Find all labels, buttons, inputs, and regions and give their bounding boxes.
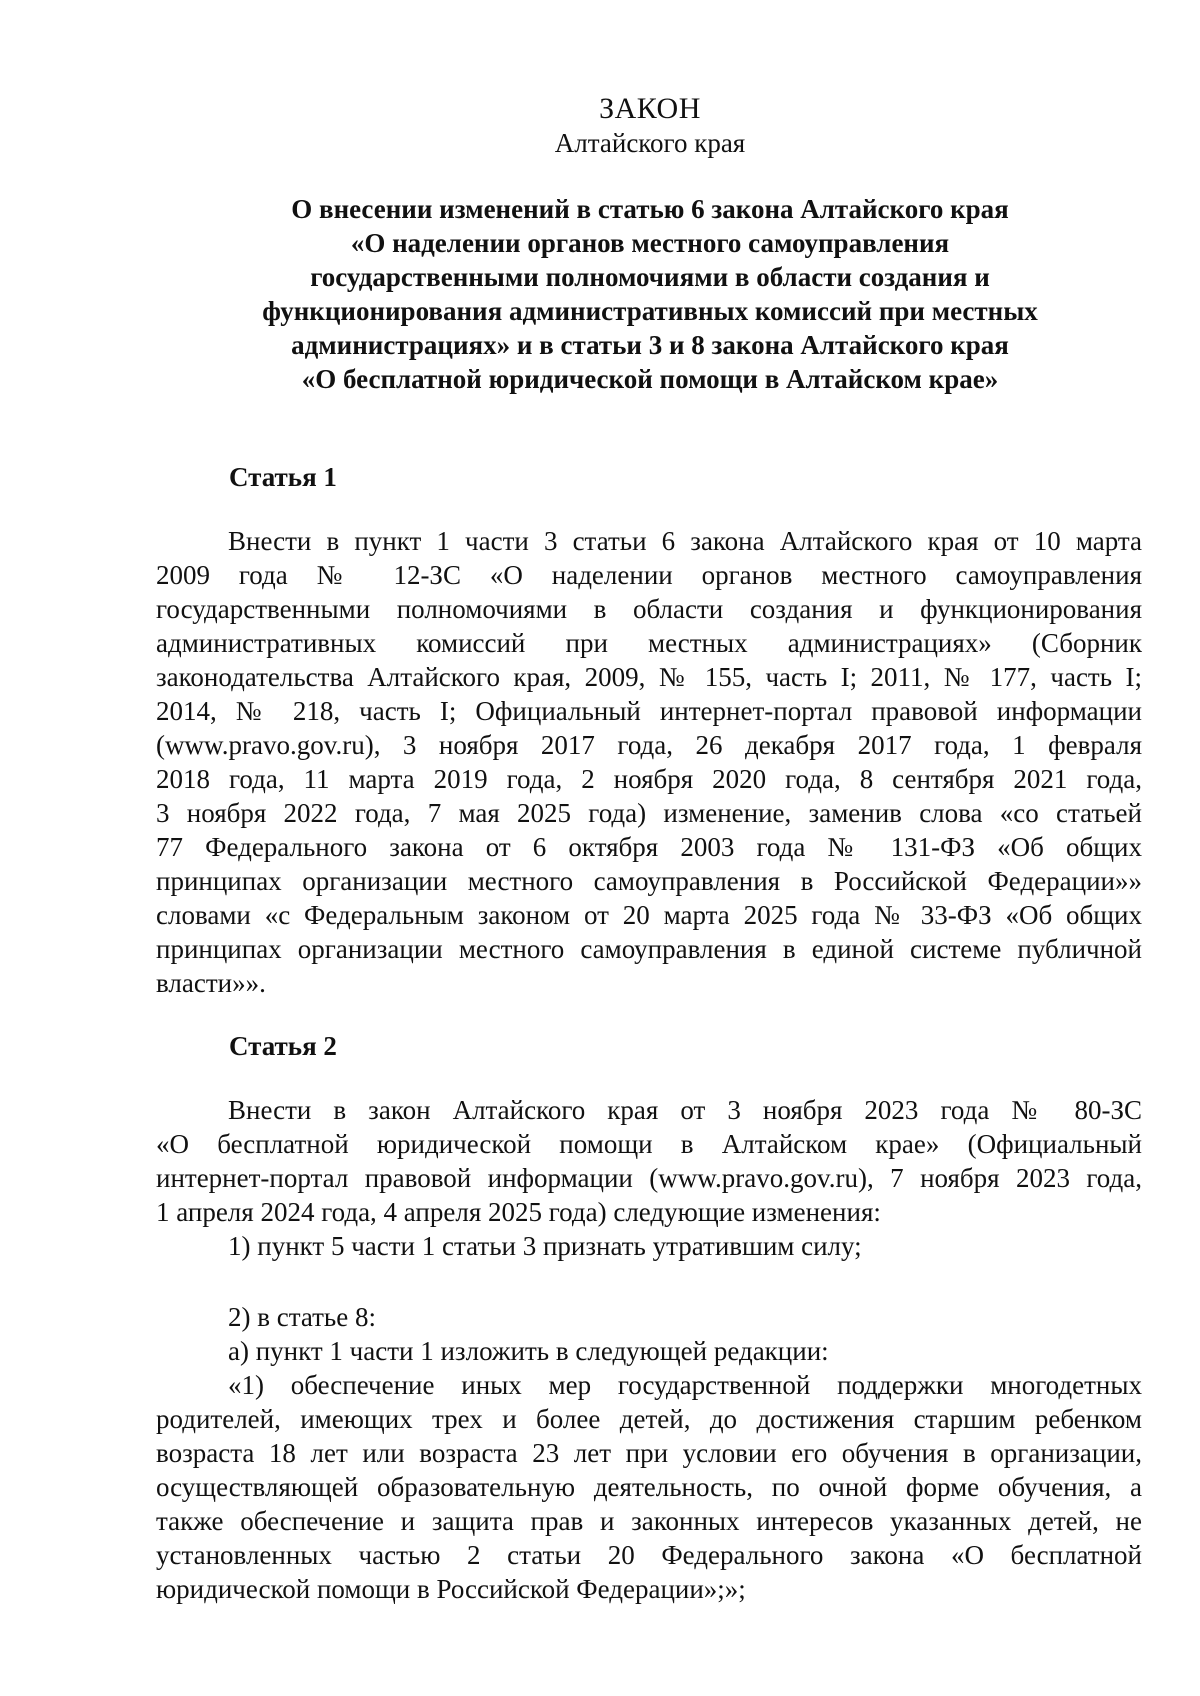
text-line: а) пункт 1 части 1 изложить в следующей редакции: bbox=[228, 1336, 829, 1366]
text-line: возраста 18 лет или возраста 23 лет при условии его обучения в организации, bbox=[156, 1438, 1142, 1468]
text-line: юридической помощи в Российской Федерации»;»; bbox=[156, 1574, 746, 1604]
document-title: ЗАКОН bbox=[599, 92, 701, 125]
text-line: Внести в пункт 1 части 3 статьи 6 закона Алтайского края от 10 марта bbox=[228, 526, 1142, 556]
text-line: 1 апреля 2024 года, 4 апреля 2025 года) следующие изменения: bbox=[156, 1197, 881, 1227]
text-line: 77 Федерального закона от 6 октября 2003 года № 131-ФЗ «Об общих bbox=[156, 832, 1142, 862]
text-line: словами «с Федеральным законом от 20 марта 2025 года № 33-ФЗ «Об общих bbox=[156, 900, 1142, 930]
text-line: 1) пункт 5 части 1 статьи 3 признать утратившим силу; bbox=[228, 1231, 862, 1261]
text-line: 2018 года, 11 марта 2019 года, 2 ноября 2020 года, 8 сентября 2021 года, bbox=[156, 764, 1142, 794]
text-line: власти»». bbox=[156, 968, 266, 998]
article-1-text bbox=[156, 524, 1142, 1000]
article-2-item-2 bbox=[156, 1300, 1142, 1606]
text-line: установленных частью 2 статьи 20 Федерального закона «О бесплатной bbox=[156, 1540, 1142, 1570]
text-line: интернет-портал правовой информации (www.pravo.gov.ru), 7 ноября 2023 года, bbox=[156, 1163, 1142, 1193]
heading-line: государственными полномочиями в области создания и bbox=[310, 262, 990, 292]
article-1-heading: Статья 1 bbox=[229, 462, 337, 492]
document-region: Алтайского края bbox=[554, 128, 746, 158]
heading-line: функционирования административных комиссий при местных bbox=[262, 296, 1038, 326]
text-line: «1) обеспечение иных мер государственной поддержки многодетных bbox=[228, 1370, 1142, 1400]
text-line: (www.pravo.gov.ru), 3 ноября 2017 года, 26 декабря 2017 года, 1 февраля bbox=[156, 730, 1142, 760]
article-2-heading: Статья 2 bbox=[229, 1031, 337, 1061]
heading-line: О внесении изменений в статью 6 закона Алтайского края bbox=[291, 194, 1009, 224]
text-line: осуществляющей образовательную деятельность, по очной форме обучения, а bbox=[156, 1472, 1142, 1502]
heading-line: «О бесплатной юридической помощи в Алтайском крае» bbox=[301, 364, 999, 394]
text-line: 2014, № 218, часть I; Официальный интернет-портал правовой информации bbox=[156, 696, 1142, 726]
law-heading bbox=[150, 192, 1150, 396]
heading-line: «О наделении органов местного самоуправления bbox=[350, 228, 950, 258]
text-line: Внести в закон Алтайского края от 3 ноября 2023 года № 80-ЗС bbox=[228, 1095, 1142, 1125]
text-line: 2009 года № 12-ЗС «О наделении органов местного самоуправления bbox=[156, 560, 1142, 590]
heading-line: администрациях» и в статьи 3 и 8 закона Алтайского края bbox=[291, 330, 1009, 360]
text-line: родителей, имеющих трех и более детей, до достижения старшим ребенком bbox=[156, 1404, 1142, 1434]
text-line: административных комиссий при местных администрациях» (Сборник bbox=[156, 628, 1142, 658]
text-line: «О бесплатной юридической помощи в Алтайском крае» (Официальный bbox=[156, 1129, 1142, 1159]
text-line: принципах организации местного самоуправления в единой системе публичной bbox=[156, 934, 1142, 964]
text-line: принципах организации местного самоуправления в Российской Федерации»» bbox=[156, 866, 1142, 896]
text-line: 3 ноября 2022 года, 7 мая 2025 года) изменение, заменив слова «со статьей bbox=[156, 798, 1142, 828]
text-line: 2) в статье 8: bbox=[228, 1302, 376, 1332]
text-line: также обеспечение и защита прав и законных интересов указанных детей, не bbox=[156, 1506, 1142, 1536]
article-2-text bbox=[156, 1093, 1142, 1263]
text-line: государственными полномочиями в области создания и функционирования bbox=[156, 594, 1142, 624]
text-line: законодательства Алтайского края, 2009, № 155, часть I; 2011, № 177, часть I; bbox=[156, 662, 1142, 692]
